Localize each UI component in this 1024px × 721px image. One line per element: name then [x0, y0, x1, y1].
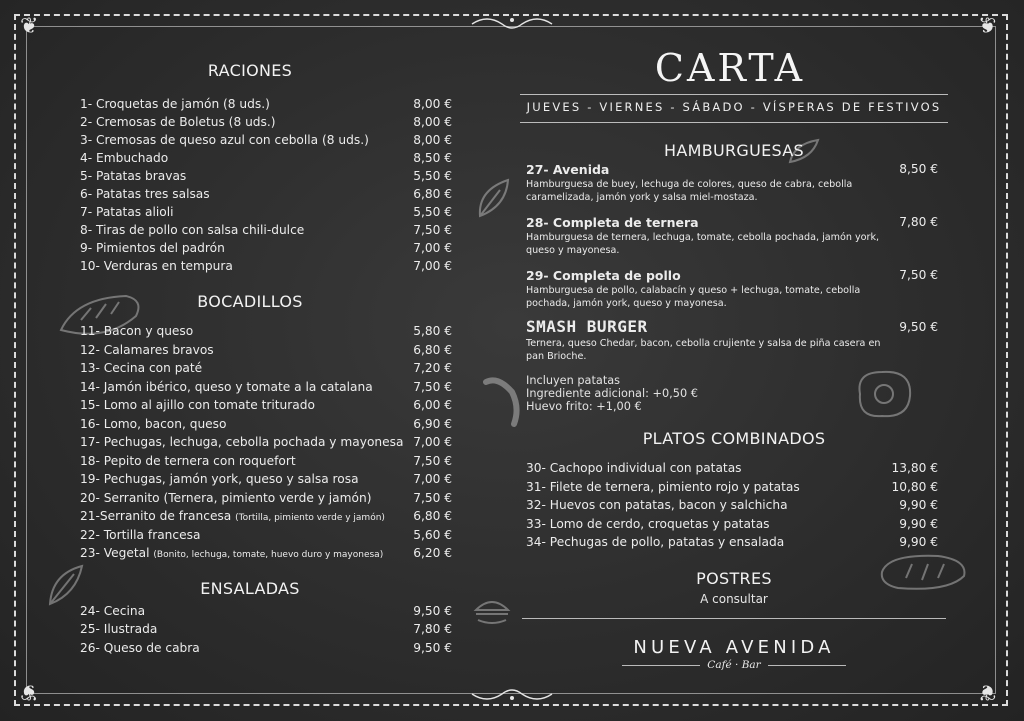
- list-item: [80, 417, 452, 435]
- leaf-sketch-icon: [474, 176, 514, 220]
- item-name: 32- Huevos con patatas, bacon y salchicha: [526, 498, 788, 512]
- list-item: [526, 517, 938, 535]
- list-item: [526, 480, 938, 498]
- burger-item: [526, 268, 938, 310]
- item-name: 6- Patatas tres salsas: [80, 187, 210, 201]
- list-item: [80, 343, 452, 361]
- item-name: 8- Tiras de pollo con salsa chili-dulce: [80, 223, 305, 237]
- item-name: 25- Ilustrada: [80, 622, 158, 636]
- item-description: Hamburguesa de ternera, lechuga, tomate, cebolla pochada, jamón york, queso y mayonesa.: [526, 232, 880, 256]
- item-name: 9- Pimientos del padrón: [80, 241, 225, 255]
- list-item: [80, 187, 452, 205]
- section-title-hamburguesas: HAMBURGUESAS: [664, 141, 804, 160]
- extra-line: Incluyen patatas: [526, 374, 621, 387]
- list-item: [80, 546, 452, 564]
- list-item: [80, 133, 452, 151]
- item-price: 6,00 €: [413, 398, 452, 412]
- item-name: 30- Cachopo individual con patatas: [526, 461, 742, 475]
- list-item: [80, 151, 452, 169]
- item-name: 14- Jamón ibérico, queso y tomate a la catalana: [80, 380, 373, 394]
- item-price: 7,00 €: [413, 435, 452, 449]
- extra-line: Ingrediente adicional: +0,50 €: [526, 387, 698, 400]
- item-name: 20- Serranito (Ternera, pimiento verde y jamón): [80, 491, 372, 505]
- divider: [520, 122, 948, 123]
- item-name: 33- Lomo de cerdo, croquetas y patatas: [526, 517, 770, 531]
- item-price: 6,90 €: [413, 417, 452, 431]
- item-price: 7,50 €: [899, 268, 938, 282]
- item-price: 6,80 €: [413, 509, 452, 523]
- item-name: 15- Lomo al ajillo con tomate triturado: [80, 398, 315, 412]
- item-price: 7,80 €: [413, 622, 452, 636]
- brand-name: NUEVA AVENIDA: [633, 637, 835, 658]
- item-price: 8,50 €: [899, 162, 938, 176]
- list-item: [80, 622, 452, 640]
- section-title-platos-combinados: PLATOS COMBINADOS: [642, 429, 826, 448]
- item-name: SMASH BURGER: [526, 317, 648, 336]
- item-price: 7,00 €: [413, 241, 452, 255]
- burger-item: [526, 215, 938, 257]
- item-price: 9,50 €: [899, 320, 938, 334]
- item-name: 34- Pechugas de pollo, patatas y ensalada: [526, 535, 785, 549]
- egg-sketch-icon: [852, 366, 916, 422]
- item-price: 8,00 €: [413, 133, 452, 147]
- item-name: 12- Calamares bravos: [80, 343, 214, 357]
- item-price: 8,00 €: [413, 115, 452, 129]
- list-item: [80, 169, 452, 187]
- item-name: 18- Pepito de ternera con roquefort: [80, 454, 296, 468]
- item-price: 8,00 €: [413, 97, 452, 111]
- item-price: 9,90 €: [899, 498, 938, 512]
- section-title-raciones: RACIONES: [207, 61, 293, 80]
- item-name: 23- Vegetal (Bonito, lechuga, tomate, huevo duro y mayonesa): [80, 546, 384, 560]
- item-name: 26- Queso de cabra: [80, 641, 200, 655]
- item-name: 11- Bacon y queso: [80, 324, 194, 338]
- item-name: 2- Cremosas de Boletus (8 uds.): [80, 115, 276, 129]
- list-item: [80, 223, 452, 241]
- item-name: 10- Verduras en tempura: [80, 259, 233, 273]
- list-item: [526, 461, 938, 479]
- bread-sketch-icon: [878, 548, 970, 596]
- days-line: JUEVES - VIERNES - SÁBADO - VÍSPERAS DE FESTIVOS: [526, 100, 942, 114]
- item-price: 6,20 €: [413, 546, 452, 560]
- item-description: Ternera, queso Chedar, bacon, cebolla crujiente y salsa de piña casera en pan Brioche.: [526, 338, 881, 362]
- item-description: Hamburguesa de pollo, calabacín y queso + lechuga, tomate, cebolla pochada, jamón york, queso y mayonesa.: [526, 285, 861, 309]
- item-price: 9,90 €: [899, 517, 938, 531]
- item-name: 3- Cremosas de queso azul con cebolla (8 uds.): [80, 133, 369, 147]
- item-price: 7,20 €: [413, 361, 452, 375]
- item-price: 9,90 €: [899, 535, 938, 549]
- item-price: 5,50 €: [413, 169, 452, 183]
- list-item: [80, 472, 452, 490]
- burger-item: [526, 317, 938, 363]
- item-price: 7,00 €: [413, 472, 452, 486]
- item-price: 7,50 €: [413, 223, 452, 237]
- item-price: 7,80 €: [899, 215, 938, 229]
- flourish-ornament-icon: ❦: [978, 679, 997, 704]
- list-item: [80, 528, 452, 546]
- item-name: 5- Patatas bravas: [80, 169, 187, 183]
- item-name: 28- Completa de ternera: [526, 215, 699, 230]
- item-name: 27- Avenida: [526, 162, 610, 177]
- burger-sketch-icon: [472, 592, 512, 628]
- burger-item: [526, 162, 938, 204]
- list-item: [80, 604, 452, 622]
- list-item: [80, 454, 452, 472]
- leaf-sketch-icon: [46, 562, 86, 608]
- item-name: 17- Pechugas, lechuga, cebolla pochada y mayonesa: [80, 435, 404, 449]
- list-item: [80, 380, 452, 398]
- list-item: [80, 115, 452, 133]
- item-price: 6,80 €: [413, 343, 452, 357]
- list-item: [526, 535, 938, 553]
- flourish-ornament-icon: ❦: [20, 14, 39, 39]
- list-item: [80, 361, 452, 379]
- item-name: 24- Cecina: [80, 604, 146, 618]
- item-price: 5,50 €: [413, 205, 452, 219]
- list-item: [80, 241, 452, 259]
- item-price: 6,80 €: [413, 187, 452, 201]
- item-name: 1- Croquetas de jamón (8 uds.): [80, 97, 270, 111]
- item-price: 7,50 €: [413, 380, 452, 394]
- sausage-sketch-icon: [478, 372, 522, 432]
- postres-subtitle: A consultar: [700, 592, 768, 606]
- list-item: [80, 491, 452, 509]
- item-price: 13,80 €: [891, 461, 938, 475]
- item-price: 9,50 €: [413, 641, 452, 655]
- item-name: 16- Lomo, bacon, queso: [80, 417, 227, 431]
- item-name: 31- Filete de ternera, pimiento rojo y patatas: [526, 480, 800, 494]
- divider: [768, 665, 846, 666]
- flourish-ornament-icon: ❦: [978, 14, 997, 39]
- item-price: 7,00 €: [413, 259, 452, 273]
- divider: [520, 94, 948, 95]
- item-name: 13- Cecina con paté: [80, 361, 203, 375]
- list-item: [80, 205, 452, 223]
- flourish-ornament-icon: ❦: [20, 679, 39, 704]
- item-price: 5,80 €: [413, 324, 452, 338]
- item-name: 4- Embuchado: [80, 151, 169, 165]
- list-item: [80, 97, 452, 115]
- item-name: 29- Completa de pollo: [526, 268, 681, 283]
- item-description: Hamburguesa de buey, lechuga de colores, queso de cabra, cebolla caramelizada, jamón york y salsa miel-mostaza.: [526, 179, 853, 203]
- brand-subtitle: Café · Bar: [707, 659, 761, 671]
- list-item: [80, 641, 452, 659]
- divider: [522, 618, 946, 619]
- list-item: [80, 324, 452, 342]
- list-item: [80, 398, 452, 416]
- item-price: 10,80 €: [891, 480, 938, 494]
- item-price: 9,50 €: [413, 604, 452, 618]
- burger-extras: [526, 374, 698, 413]
- item-name: 22- Tortilla francesa: [80, 528, 201, 542]
- item-name: 19- Pechugas, jamón york, queso y salsa rosa: [80, 472, 359, 486]
- section-title-ensaladas: ENSALADAS: [200, 579, 300, 598]
- section-title-postres: POSTRES: [696, 569, 772, 588]
- list-item: [80, 509, 452, 527]
- flourish-ornament-icon: [462, 10, 562, 36]
- item-price: 7,50 €: [413, 454, 452, 468]
- page-title: CARTA: [654, 46, 806, 90]
- item-price: 5,60 €: [413, 528, 452, 542]
- section-title-bocadillos: BOCADILLOS: [197, 292, 303, 311]
- list-item: [80, 435, 452, 453]
- list-item: [526, 498, 938, 516]
- flourish-ornament-icon: [462, 682, 562, 708]
- item-name: 21-Serranito de francesa (Tortilla, pimiento verde y jamón): [80, 509, 385, 523]
- item-name: 7- Patatas alioli: [80, 205, 174, 219]
- extra-line: Huevo frito: +1,00 €: [526, 400, 642, 413]
- item-price: 8,50 €: [413, 151, 452, 165]
- list-item: [80, 259, 452, 277]
- item-price: 7,50 €: [413, 491, 452, 505]
